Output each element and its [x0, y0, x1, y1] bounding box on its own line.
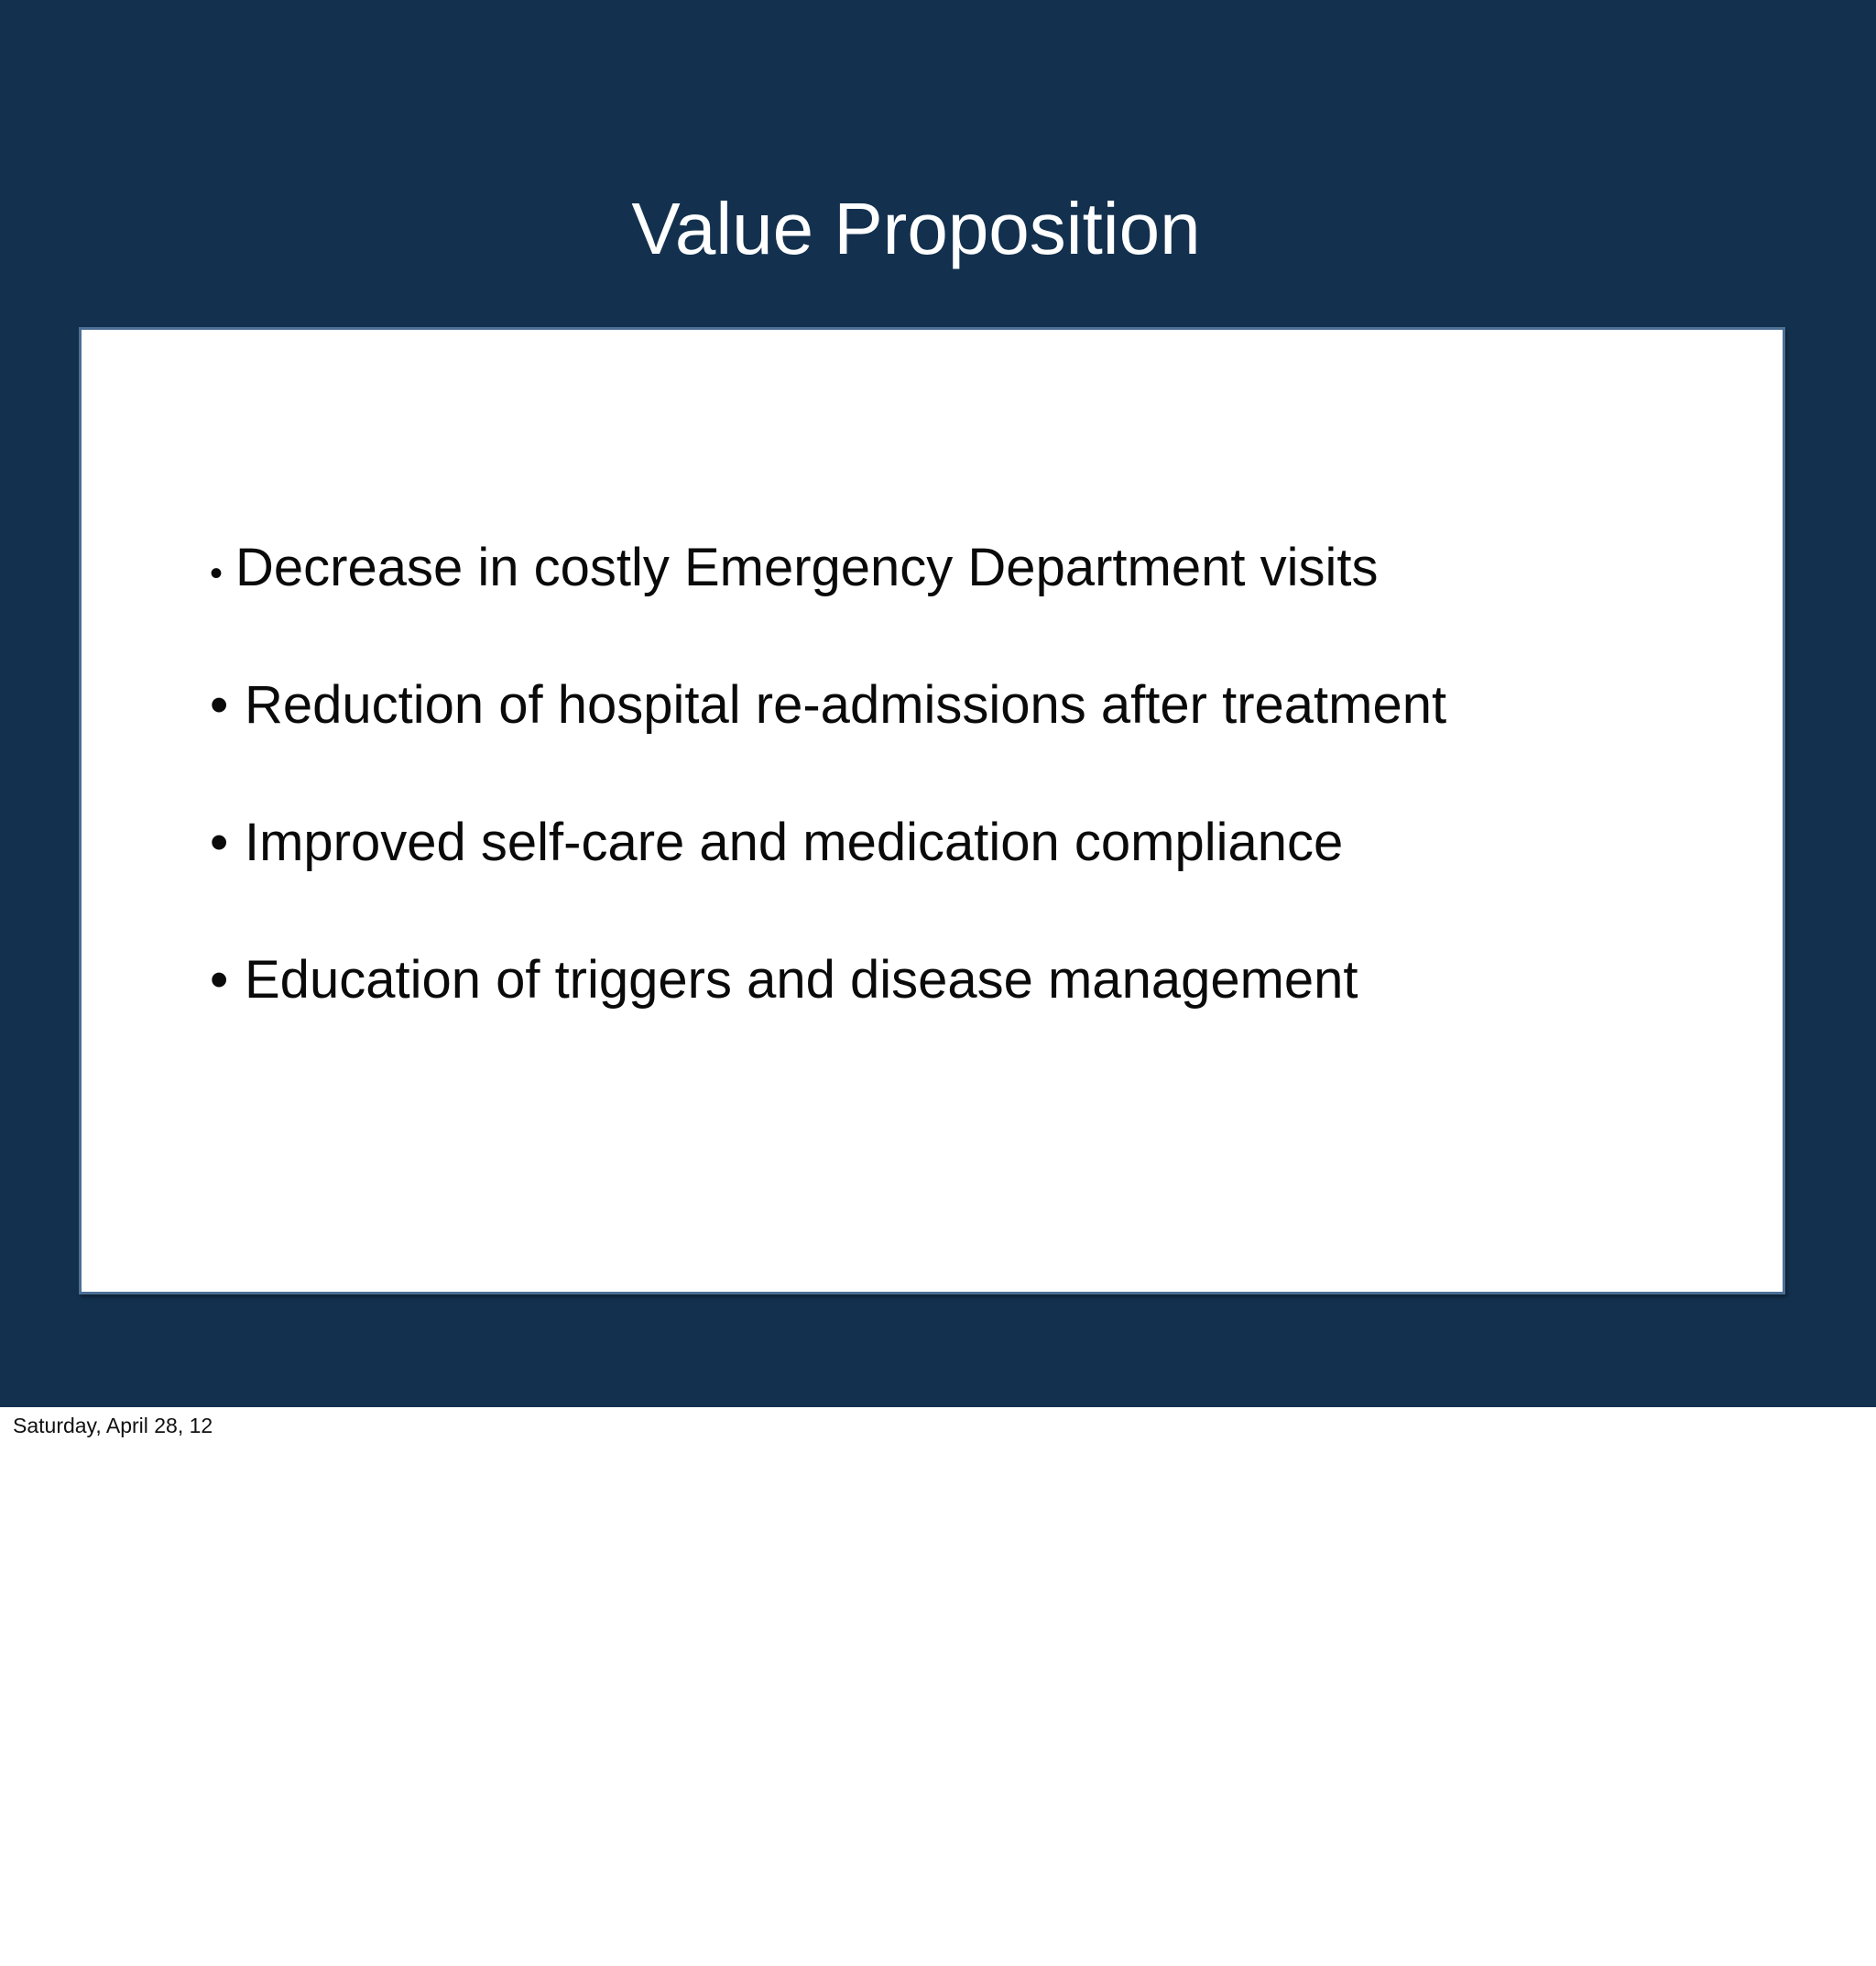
bullet-item: [210, 673, 1446, 811]
footer-date: Saturday, April 28, 12: [13, 1414, 213, 1437]
bullet-icon: •: [210, 675, 229, 735]
bullet-icon: •: [210, 553, 224, 594]
bullet-icon: •: [210, 813, 229, 872]
bullet-item: [210, 811, 1446, 948]
content-box: [79, 327, 1785, 1294]
bullet-text: Improved self-care and medication compliance: [245, 813, 1344, 872]
bullet-text: Education of triggers and disease management: [245, 950, 1358, 1010]
bullet-text: Decrease in costly Emergency Department visits: [235, 538, 1379, 597]
bullet-icon: •: [210, 950, 229, 1010]
bullet-text: Reduction of hospital re-admissions after treatment: [245, 675, 1447, 735]
bullet-list: [210, 536, 1446, 1086]
bullet-item: [210, 948, 1446, 1086]
bullet-item: [210, 536, 1446, 673]
slide-title: Value Proposition: [631, 188, 1201, 269]
